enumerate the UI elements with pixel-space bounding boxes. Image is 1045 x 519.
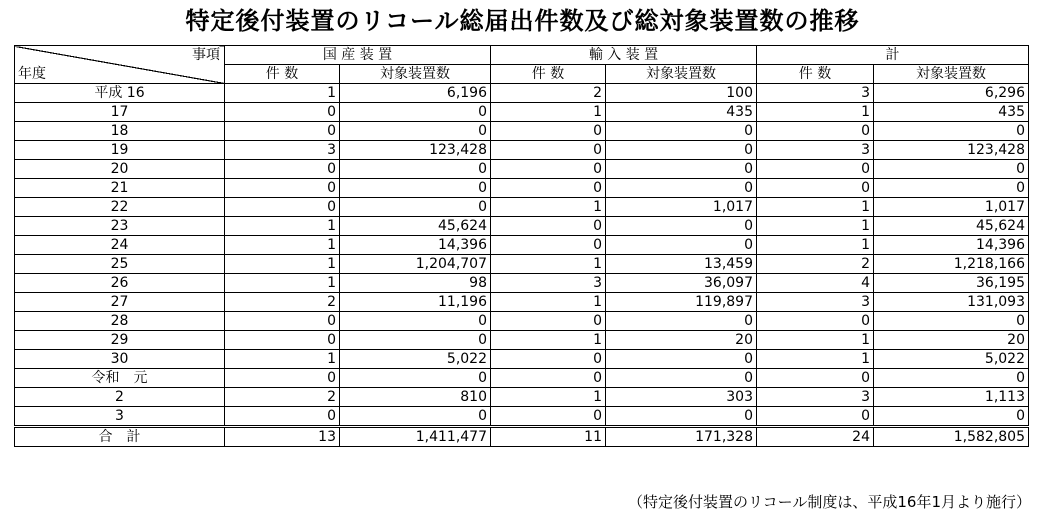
table-row [15, 179, 1029, 198]
imported-devices-cell: 13,459 [606, 255, 757, 274]
year-header-label: 年度 [18, 66, 46, 82]
table-row [15, 103, 1029, 122]
imported-count-cell: 1 [491, 255, 606, 274]
total-devices-cell: 5,022 [874, 350, 1029, 369]
total-devices-cell: 0 [874, 407, 1029, 427]
total-count-cell: 0 [757, 179, 874, 198]
header-row-top [15, 46, 1029, 65]
imported-count-cell: 1 [491, 103, 606, 122]
total-count-cell: 1 [757, 236, 874, 255]
imported-devices-cell: 100 [606, 84, 757, 103]
table-row [15, 388, 1029, 407]
domestic-devices-cell: 0 [340, 331, 491, 350]
imported-devices-header: 対象装置数 [606, 65, 757, 84]
total-devices-cell: 0 [874, 312, 1029, 331]
total-count-cell: 0 [757, 122, 874, 141]
total-count-cell: 4 [757, 274, 874, 293]
domestic-devices-cell: 0 [340, 179, 491, 198]
domestic-count-cell: 0 [225, 331, 340, 350]
domestic-count-cell: 2 [225, 388, 340, 407]
total-count-cell: 3 [757, 388, 874, 407]
domestic-devices-cell: 98 [340, 274, 491, 293]
table-row [15, 407, 1029, 427]
total-count-cell: 0 [757, 369, 874, 388]
total-devices-cell: 45,624 [874, 217, 1029, 236]
table-row [15, 350, 1029, 369]
domestic-devices-cell: 45,624 [340, 217, 491, 236]
total-count-cell: 1 [757, 331, 874, 350]
total-devices-cell: 20 [874, 331, 1029, 350]
domestic-devices-cell: 1,204,707 [340, 255, 491, 274]
domestic-devices-cell: 6,196 [340, 84, 491, 103]
imported-devices-cell: 0 [606, 179, 757, 198]
domestic-devices-cell: 0 [340, 312, 491, 331]
item-header-label: 事項 [192, 47, 220, 63]
year-cell: 令和 元 [15, 369, 225, 388]
domestic-devices-cell: 0 [340, 198, 491, 217]
total-devices-cell: 1,218,166 [874, 255, 1029, 274]
year-cell: 27 [15, 293, 225, 312]
total-devices-cell: 36,195 [874, 274, 1029, 293]
imported-devices-cell: 435 [606, 103, 757, 122]
imported-count-cell: 0 [491, 122, 606, 141]
year-cell: 25 [15, 255, 225, 274]
domestic-count-cell: 2 [225, 293, 340, 312]
domestic-devices-cell: 0 [340, 407, 491, 427]
imported-count-cell: 0 [491, 141, 606, 160]
total-count-cell: 3 [757, 141, 874, 160]
imported-count-cell: 0 [491, 179, 606, 198]
domestic-count-cell: 0 [225, 122, 340, 141]
domestic-count-cell: 1 [225, 217, 340, 236]
total-devices-cell: 6,296 [874, 84, 1029, 103]
table-row [15, 293, 1029, 312]
total-devices-cell: 14,396 [874, 236, 1029, 255]
footnote: （特定後付装置のリコール制度は、平成16年1月より施行） [627, 493, 1031, 511]
imported-count-cell: 0 [491, 407, 606, 427]
domestic-devices-cell: 11,196 [340, 293, 491, 312]
domestic-count-header: 件 数 [225, 65, 340, 84]
total-devices-cell: 1,113 [874, 388, 1029, 407]
page-title: 特定後付装置のリコール総届出件数及び総対象装置数の推移 [185, 7, 860, 35]
total-count-cell: 0 [757, 407, 874, 427]
table-row [15, 236, 1029, 255]
year-cell: 17 [15, 103, 225, 122]
domestic-header: 国 産 装 置 [225, 46, 491, 65]
domestic-count-cell: 13 [225, 427, 340, 447]
imported-count-cell: 0 [491, 160, 606, 179]
imported-devices-cell: 303 [606, 388, 757, 407]
recall-table [14, 45, 1029, 447]
total-count-cell: 1 [757, 350, 874, 369]
year-cell: 26 [15, 274, 225, 293]
table-row [15, 331, 1029, 350]
imported-count-cell: 0 [491, 236, 606, 255]
domestic-devices-cell: 0 [340, 122, 491, 141]
total-devices-cell: 0 [874, 179, 1029, 198]
total-devices-cell: 131,093 [874, 293, 1029, 312]
imported-devices-cell: 1,017 [606, 198, 757, 217]
year-cell: 23 [15, 217, 225, 236]
table-row [15, 160, 1029, 179]
imported-devices-cell: 171,328 [606, 427, 757, 447]
domestic-count-cell: 0 [225, 103, 340, 122]
total-devices-cell: 0 [874, 160, 1029, 179]
domestic-count-cell: 0 [225, 407, 340, 427]
year-cell: 19 [15, 141, 225, 160]
imported-devices-cell: 0 [606, 122, 757, 141]
imported-count-cell: 0 [491, 350, 606, 369]
imported-count-cell: 2 [491, 84, 606, 103]
imported-count-cell: 1 [491, 331, 606, 350]
imported-devices-cell: 0 [606, 160, 757, 179]
table-row [15, 369, 1029, 388]
imported-count-cell: 1 [491, 198, 606, 217]
imported-devices-cell: 20 [606, 331, 757, 350]
domestic-devices-cell: 810 [340, 388, 491, 407]
year-cell: 18 [15, 122, 225, 141]
imported-devices-cell: 36,097 [606, 274, 757, 293]
table-row [15, 312, 1029, 331]
imported-count-cell: 0 [491, 312, 606, 331]
domestic-count-cell: 1 [225, 236, 340, 255]
total-count-header: 件 数 [757, 65, 874, 84]
imported-devices-cell: 0 [606, 407, 757, 427]
domestic-devices-cell: 14,396 [340, 236, 491, 255]
imported-devices-cell: 0 [606, 350, 757, 369]
imported-count-cell: 1 [491, 388, 606, 407]
year-cell: 平成 16 [15, 84, 225, 103]
table-row [15, 217, 1029, 236]
total-header: 計 [757, 46, 1029, 65]
imported-devices-cell: 0 [606, 369, 757, 388]
year-cell: 21 [15, 179, 225, 198]
table-row [15, 84, 1029, 103]
table-row [15, 274, 1029, 293]
domestic-count-cell: 3 [225, 141, 340, 160]
domestic-count-cell: 0 [225, 312, 340, 331]
domestic-devices-cell: 123,428 [340, 141, 491, 160]
imported-devices-cell: 0 [606, 141, 757, 160]
table-row [15, 122, 1029, 141]
total-devices-cell: 0 [874, 369, 1029, 388]
imported-devices-cell: 119,897 [606, 293, 757, 312]
year-cell: 30 [15, 350, 225, 369]
total-count-cell: 1 [757, 217, 874, 236]
domestic-count-cell: 1 [225, 274, 340, 293]
imported-devices-cell: 0 [606, 312, 757, 331]
year-cell: 24 [15, 236, 225, 255]
domestic-count-cell: 0 [225, 179, 340, 198]
domestic-devices-cell: 1,411,477 [340, 427, 491, 447]
total-label-cell: 合 計 [15, 427, 225, 447]
domestic-count-cell: 0 [225, 160, 340, 179]
imported-count-cell: 1 [491, 293, 606, 312]
domestic-devices-header: 対象装置数 [340, 65, 491, 84]
year-cell: 2 [15, 388, 225, 407]
domestic-devices-cell: 5,022 [340, 350, 491, 369]
imported-header: 輸 入 装 置 [491, 46, 757, 65]
total-devices-cell: 435 [874, 103, 1029, 122]
year-cell: 22 [15, 198, 225, 217]
table-row [15, 198, 1029, 217]
imported-count-cell: 11 [491, 427, 606, 447]
year-cell: 28 [15, 312, 225, 331]
imported-devices-cell: 0 [606, 217, 757, 236]
year-cell: 29 [15, 331, 225, 350]
total-count-cell: 2 [757, 255, 874, 274]
domestic-count-cell: 1 [225, 255, 340, 274]
total-count-cell: 1 [757, 103, 874, 122]
total-count-cell: 0 [757, 312, 874, 331]
total-row [15, 427, 1029, 447]
table-row [15, 141, 1029, 160]
domestic-count-cell: 1 [225, 84, 340, 103]
total-devices-cell: 0 [874, 122, 1029, 141]
domestic-devices-cell: 0 [340, 160, 491, 179]
total-devices-header: 対象装置数 [874, 65, 1029, 84]
total-count-cell: 1 [757, 198, 874, 217]
table-row [15, 255, 1029, 274]
domestic-count-cell: 0 [225, 198, 340, 217]
year-cell: 3 [15, 407, 225, 427]
imported-count-cell: 0 [491, 217, 606, 236]
imported-devices-cell: 0 [606, 236, 757, 255]
domestic-devices-cell: 0 [340, 103, 491, 122]
total-count-cell: 3 [757, 84, 874, 103]
total-devices-cell: 1,017 [874, 198, 1029, 217]
year-cell: 20 [15, 160, 225, 179]
domestic-devices-cell: 0 [340, 369, 491, 388]
total-count-cell: 24 [757, 427, 874, 447]
total-count-cell: 3 [757, 293, 874, 312]
total-count-cell: 0 [757, 160, 874, 179]
domestic-count-cell: 0 [225, 369, 340, 388]
imported-count-header: 件 数 [491, 65, 606, 84]
domestic-count-cell: 1 [225, 350, 340, 369]
total-devices-cell: 1,582,805 [874, 427, 1029, 447]
total-devices-cell: 123,428 [874, 141, 1029, 160]
diagonal-header-cell [15, 46, 225, 84]
imported-count-cell: 3 [491, 274, 606, 293]
imported-count-cell: 0 [491, 369, 606, 388]
